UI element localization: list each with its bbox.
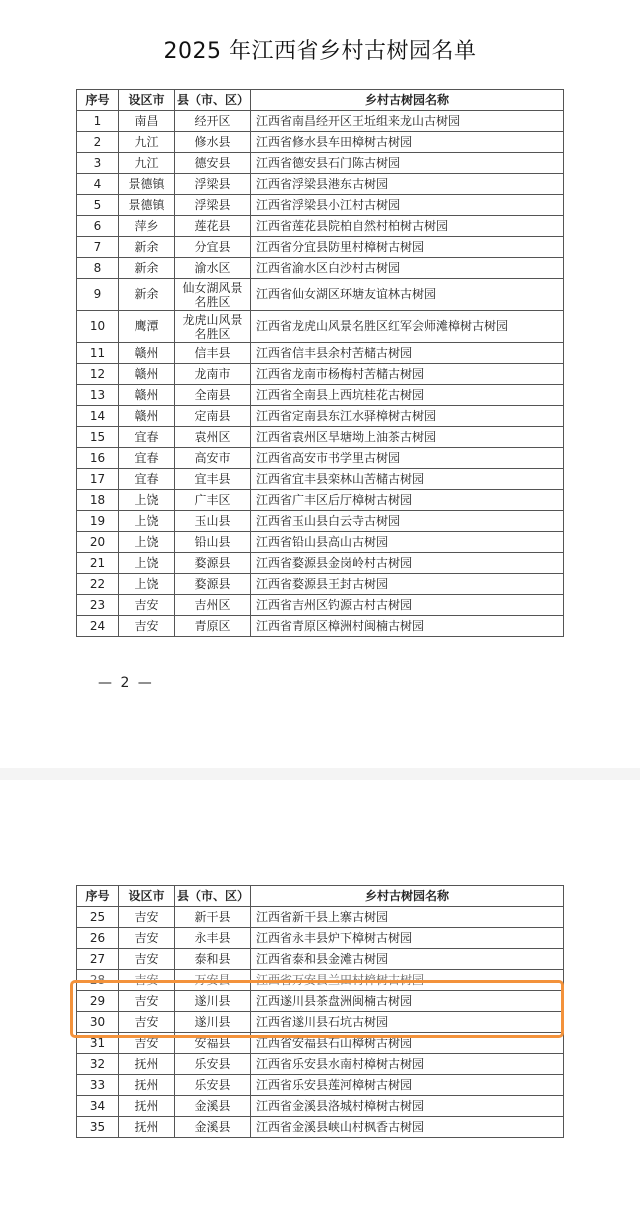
row-garden-name-cell: 江西省德安县石门陈古树园: [251, 153, 564, 174]
table-row: [77, 532, 564, 553]
row-garden-name-cell: 江西省袁州区旱塘坳上油茶古树园: [251, 427, 564, 448]
row-county-cell: 玉山县: [175, 511, 251, 532]
table-row: [77, 574, 564, 595]
row-county-cell: 莲花县: [175, 216, 251, 237]
row-city-cell: 新余: [119, 258, 175, 279]
row-county-cell: 袁州区: [175, 427, 251, 448]
row-number-cell: 29: [77, 991, 119, 1012]
row-number-cell: 4: [77, 174, 119, 195]
header-garden-name: 乡村古树园名称: [251, 90, 564, 111]
row-city-cell: 新余: [119, 279, 175, 311]
table-row: [77, 1012, 564, 1033]
table-row: [77, 469, 564, 490]
row-number-cell: 32: [77, 1054, 119, 1075]
row-number-cell: 26: [77, 928, 119, 949]
table-row: [77, 991, 564, 1012]
row-county-cell: 宜丰县: [175, 469, 251, 490]
row-number-cell: 9: [77, 279, 119, 311]
row-number-cell: 17: [77, 469, 119, 490]
row-county-cell: 乐安县: [175, 1054, 251, 1075]
row-number-cell: 21: [77, 553, 119, 574]
row-county-cell: 乐安县: [175, 1075, 251, 1096]
table-row: [77, 237, 564, 258]
row-city-cell: 上饶: [119, 532, 175, 553]
row-county-cell: 青原区: [175, 616, 251, 637]
row-city-cell: 吉安: [119, 616, 175, 637]
row-number-cell: 22: [77, 574, 119, 595]
table-row: [77, 153, 564, 174]
row-garden-name-cell: 江西省金溪县洛城村樟树古树园: [251, 1096, 564, 1117]
row-garden-name-cell: 江西省玉山县白云寺古树园: [251, 511, 564, 532]
row-garden-name-cell: 江西省遂川县石坑古树园: [251, 1012, 564, 1033]
row-city-cell: 抚州: [119, 1117, 175, 1138]
row-city-cell: 南昌: [119, 111, 175, 132]
row-garden-name-cell: 江西省信丰县余村苦槠古树园: [251, 343, 564, 364]
header-number: 序号: [77, 886, 119, 907]
row-garden-name-cell: 江西省安福县石山樟树古树园: [251, 1033, 564, 1054]
table-row: [77, 216, 564, 237]
row-garden-name-cell: 江西省修水县车田樟树古树园: [251, 132, 564, 153]
header-city: 设区市: [119, 90, 175, 111]
table-header-row: [77, 886, 564, 907]
row-number-cell: 31: [77, 1033, 119, 1054]
row-garden-name-cell: 江西省泰和县金滩古树园: [251, 949, 564, 970]
row-city-cell: 萍乡: [119, 216, 175, 237]
row-garden-name-cell: 江西省高安市书学里古树园: [251, 448, 564, 469]
row-city-cell: 鹰潭: [119, 311, 175, 343]
row-county-cell: 龙南市: [175, 364, 251, 385]
row-city-cell: 吉安: [119, 595, 175, 616]
table-row: [77, 195, 564, 216]
row-county-cell: 吉州区: [175, 595, 251, 616]
row-garden-name-cell: 江西省南昌经开区王坵组来龙山古树园: [251, 111, 564, 132]
row-number-cell: 8: [77, 258, 119, 279]
document-title: 2025 年江西省乡村古树园名单: [163, 39, 477, 64]
row-county-cell: 安福县: [175, 1033, 251, 1054]
row-number-cell: 25: [77, 907, 119, 928]
row-garden-name-cell: 江西省婺源县金岗岭村古树园: [251, 553, 564, 574]
table-row: [77, 928, 564, 949]
row-number-cell: 23: [77, 595, 119, 616]
table-row: [77, 311, 564, 343]
table-row: [77, 970, 564, 991]
table-row: [77, 616, 564, 637]
table-row: [77, 1075, 564, 1096]
table-row: [77, 1033, 564, 1054]
row-county-cell: 泰和县: [175, 949, 251, 970]
row-number-cell: 14: [77, 406, 119, 427]
row-garden-name-cell: 江西省永丰县炉下樟树古树园: [251, 928, 564, 949]
row-county-cell: 定南县: [175, 406, 251, 427]
row-city-cell: 吉安: [119, 1033, 175, 1054]
row-number-cell: 15: [77, 427, 119, 448]
row-number-cell: 34: [77, 1096, 119, 1117]
row-city-cell: 九江: [119, 132, 175, 153]
row-city-cell: 吉安: [119, 970, 175, 991]
row-number-cell: 28: [77, 970, 119, 991]
table-row: [77, 490, 564, 511]
table-row: [77, 553, 564, 574]
row-city-cell: 吉安: [119, 907, 175, 928]
table-row: [77, 364, 564, 385]
header-county: 县（市、区）: [175, 886, 251, 907]
header-number: 序号: [77, 90, 119, 111]
row-garden-name-cell: 江西省渝水区白沙村古树园: [251, 258, 564, 279]
row-garden-name-cell: 江西省吉州区钓源古村古树园: [251, 595, 564, 616]
row-number-cell: 6: [77, 216, 119, 237]
row-garden-name-cell: 江西省金溪县峡山村枫香古树园: [251, 1117, 564, 1138]
row-county-cell: 高安市: [175, 448, 251, 469]
row-number-cell: 11: [77, 343, 119, 364]
row-number-cell: 13: [77, 385, 119, 406]
table-row: [77, 949, 564, 970]
table-row: [77, 1096, 564, 1117]
row-county-cell: 龙虎山风景名胜区: [175, 311, 251, 343]
row-city-cell: 景德镇: [119, 195, 175, 216]
row-county-cell: 经开区: [175, 111, 251, 132]
table-row: [77, 1117, 564, 1138]
row-garden-name-cell: 江西省浮梁县小江村古树园: [251, 195, 564, 216]
row-garden-name-cell: 江西省全南县上西坑桂花古树园: [251, 385, 564, 406]
table-row: [77, 343, 564, 364]
row-city-cell: 宜春: [119, 427, 175, 448]
table-header-row: [77, 90, 564, 111]
row-garden-name-cell: 江西省铅山县高山古树园: [251, 532, 564, 553]
row-county-cell: 遂川县: [175, 991, 251, 1012]
row-city-cell: 赣州: [119, 385, 175, 406]
row-county-cell: 分宜县: [175, 237, 251, 258]
row-garden-name-cell: 江西省龙南市杨梅村苦槠古树园: [251, 364, 564, 385]
row-number-cell: 3: [77, 153, 119, 174]
row-city-cell: 抚州: [119, 1054, 175, 1075]
row-city-cell: 吉安: [119, 949, 175, 970]
row-city-cell: 新余: [119, 237, 175, 258]
row-number-cell: 30: [77, 1012, 119, 1033]
row-city-cell: 吉安: [119, 1012, 175, 1033]
row-city-cell: 景德镇: [119, 174, 175, 195]
row-county-cell: 金溪县: [175, 1117, 251, 1138]
document-page-2: [0, 780, 640, 1226]
row-county-cell: 仙女湖风景名胜区: [175, 279, 251, 311]
row-garden-name-cell: 江西省广丰区后厅樟树古树园: [251, 490, 564, 511]
row-city-cell: 抚州: [119, 1075, 175, 1096]
row-number-cell: 20: [77, 532, 119, 553]
row-number-cell: 5: [77, 195, 119, 216]
table-row: [77, 279, 564, 311]
row-county-cell: 遂川县: [175, 1012, 251, 1033]
row-garden-name-cell: 江西省婺源县王封古树园: [251, 574, 564, 595]
header-garden-name: 乡村古树园名称: [251, 886, 564, 907]
table-row: [77, 1054, 564, 1075]
row-garden-name-cell: 江西省乐安县莲河樟树古树园: [251, 1075, 564, 1096]
row-garden-name-cell: 江西省乐安县水南村樟树古树园: [251, 1054, 564, 1075]
row-city-cell: 上饶: [119, 574, 175, 595]
row-garden-name-cell: 江西省莲花县院柏自然村柏树古树园: [251, 216, 564, 237]
row-number-cell: 18: [77, 490, 119, 511]
table-row: [77, 511, 564, 532]
row-number-cell: 10: [77, 311, 119, 343]
row-county-cell: 铅山县: [175, 532, 251, 553]
table-row: [77, 258, 564, 279]
row-city-cell: 上饶: [119, 490, 175, 511]
table-row: [77, 907, 564, 928]
row-garden-name-cell: 江西省仙女湖区环塘友谊林古树园: [251, 279, 564, 311]
table-row: [77, 111, 564, 132]
row-city-cell: 上饶: [119, 511, 175, 532]
row-garden-name-cell: 江西省青原区樟洲村闽楠古树园: [251, 616, 564, 637]
row-number-cell: 7: [77, 237, 119, 258]
row-number-cell: 12: [77, 364, 119, 385]
row-city-cell: 赣州: [119, 406, 175, 427]
row-number-cell: 24: [77, 616, 119, 637]
row-county-cell: 婺源县: [175, 574, 251, 595]
row-county-cell: 永丰县: [175, 928, 251, 949]
row-garden-name-cell: 江西遂川县茶盘洲闽楠古树园: [251, 991, 564, 1012]
row-county-cell: 婺源县: [175, 553, 251, 574]
table-row: [77, 385, 564, 406]
row-county-cell: 金溪县: [175, 1096, 251, 1117]
row-county-cell: 修水县: [175, 132, 251, 153]
row-garden-name-cell: 江西省龙虎山风景名胜区红军会师滩樟树古树园: [251, 311, 564, 343]
row-number-cell: 16: [77, 448, 119, 469]
row-garden-name-cell: 江西省分宜县防里村樟树古树园: [251, 237, 564, 258]
row-garden-name-cell: 江西省万安县兰田村樟树古树园: [251, 970, 564, 991]
row-number-cell: 1: [77, 111, 119, 132]
row-number-cell: 33: [77, 1075, 119, 1096]
row-county-cell: 广丰区: [175, 490, 251, 511]
row-number-cell: 19: [77, 511, 119, 532]
row-number-cell: 2: [77, 132, 119, 153]
row-city-cell: 吉安: [119, 928, 175, 949]
row-number-cell: 27: [77, 949, 119, 970]
row-garden-name-cell: 江西省宜丰县栾林山苦槠古树园: [251, 469, 564, 490]
row-city-cell: 吉安: [119, 991, 175, 1012]
row-county-cell: 万安县: [175, 970, 251, 991]
row-city-cell: 抚州: [119, 1096, 175, 1117]
table-row: [77, 406, 564, 427]
page-number: — 2 —: [98, 675, 154, 691]
header-county: 县（市、区）: [175, 90, 251, 111]
table-row: [77, 427, 564, 448]
header-city: 设区市: [119, 886, 175, 907]
row-city-cell: 赣州: [119, 343, 175, 364]
table-row: [77, 448, 564, 469]
row-city-cell: 上饶: [119, 553, 175, 574]
row-garden-name-cell: 江西省新干县上寨古树园: [251, 907, 564, 928]
row-city-cell: 宜春: [119, 469, 175, 490]
row-city-cell: 九江: [119, 153, 175, 174]
row-county-cell: 浮梁县: [175, 195, 251, 216]
row-garden-name-cell: 江西省浮梁县港东古树园: [251, 174, 564, 195]
row-county-cell: 德安县: [175, 153, 251, 174]
row-city-cell: 赣州: [119, 364, 175, 385]
table-row: [77, 174, 564, 195]
row-county-cell: 信丰县: [175, 343, 251, 364]
row-city-cell: 宜春: [119, 448, 175, 469]
table-row: [77, 595, 564, 616]
row-number-cell: 35: [77, 1117, 119, 1138]
row-county-cell: 新干县: [175, 907, 251, 928]
row-garden-name-cell: 江西省定南县东江水驿樟树古树园: [251, 406, 564, 427]
row-county-cell: 全南县: [175, 385, 251, 406]
garden-list-table-page-1: [76, 89, 564, 637]
table-row: [77, 132, 564, 153]
row-county-cell: 浮梁县: [175, 174, 251, 195]
garden-list-table-page-2: [76, 885, 564, 1138]
row-county-cell: 渝水区: [175, 258, 251, 279]
